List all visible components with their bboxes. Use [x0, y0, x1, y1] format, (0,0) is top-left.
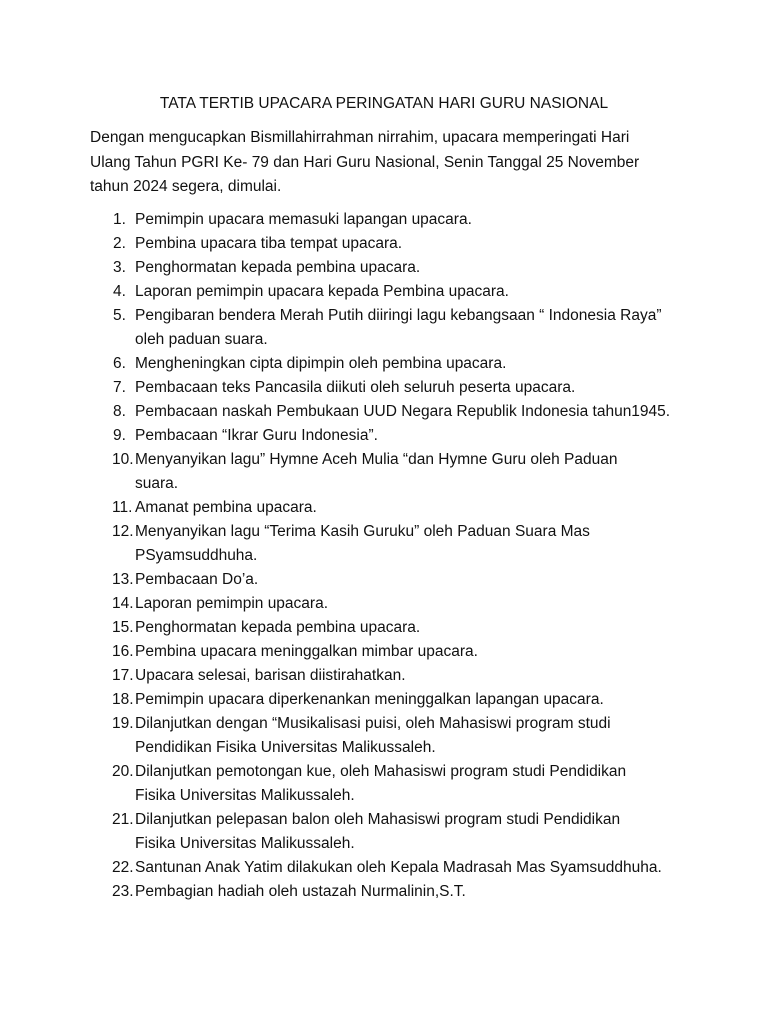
list-item-line: Pengibaran bendera Merah Putih diiringi lagu kebangsaan “ Indonesia Raya” [135, 307, 662, 324]
list-item-number: 13. [112, 571, 134, 588]
list-item-text [135, 616, 768, 640]
list-item [0, 256, 768, 280]
list-item-text [135, 712, 768, 760]
list-item-line: Pembacaan Do’a. [135, 571, 259, 588]
list-item-text [135, 448, 768, 496]
list-item-text [135, 640, 768, 664]
list-item-line: oleh paduan suara. [135, 331, 268, 348]
list-item-number: 4. [113, 283, 126, 300]
list-item-number: 21. [112, 811, 134, 828]
list-item [0, 664, 768, 688]
intro-line: tahun 2024 segera, dimulai. [90, 178, 282, 195]
list-item-line: Upacara selesai, barisan diistirahatkan. [135, 667, 406, 684]
list-item-number: 5. [113, 307, 126, 324]
list-item [0, 688, 768, 712]
list-item-line: Menyanyikan lagu” Hymne Aceh Mulia “dan Hymne Guru oleh Paduan [135, 451, 618, 468]
list-item [0, 496, 768, 520]
list-item-text [135, 400, 768, 424]
list-item [0, 280, 768, 304]
list-item-text [135, 232, 768, 256]
list-item-line: suara. [135, 475, 179, 492]
list-item-number: 11. [112, 499, 133, 516]
list-item-number: 1. [113, 211, 126, 228]
list-item [0, 232, 768, 256]
list-item-number: 2. [113, 235, 126, 252]
list-item-line: Pemimpin upacara memasuki lapangan upacara. [135, 211, 472, 228]
list-item-line: PSyamsuddhuha. [135, 547, 258, 564]
list-item-number: 19. [112, 715, 134, 732]
list-item-line: Dilanjutkan dengan “Musikalisasi puisi, oleh Mahasiswi program studi [135, 715, 611, 732]
list-item-text [135, 256, 768, 280]
list-item-text [135, 520, 768, 568]
list-item-number: 17. [112, 667, 134, 684]
list-item-text [135, 592, 768, 616]
list-item-number: 18. [112, 691, 134, 708]
list-item [0, 448, 768, 496]
list-item-number: 10. [112, 451, 134, 468]
list-item-text [135, 568, 768, 592]
list-item-line: Pembacaan naskah Pembukaan UUD Negara Republik Indonesia tahun1945. [135, 403, 671, 420]
list-item-number: 15. [112, 619, 134, 636]
list-item-number: 16. [112, 643, 134, 660]
list-item [0, 856, 768, 880]
intro-line: Ulang Tahun PGRI Ke- 79 dan Hari Guru Nasional, Senin Tanggal 25 November [90, 153, 640, 171]
list-item [0, 568, 768, 592]
list-item-line: Santunan Anak Yatim dilakukan oleh Kepala Madrasah Mas Syamsuddhuha. [135, 859, 662, 876]
list-item-text [135, 664, 768, 688]
list-item-text [135, 760, 768, 808]
list-item [0, 808, 768, 856]
list-item-line: Dilanjutkan pemotongan kue, oleh Mahasiswi program studi Pendidikan [135, 763, 627, 780]
list-item-text [135, 856, 768, 880]
list-item-line: Pembina upacara tiba tempat upacara. [135, 235, 403, 252]
list-item [0, 616, 768, 640]
list-item-number: 12. [112, 523, 134, 540]
list-item-line: Dilanjutkan pelepasan balon oleh Mahasiswi program studi Pendidikan [135, 811, 621, 828]
list-item [0, 880, 768, 904]
list-item-number: 14. [112, 595, 134, 612]
intro-line: Dengan mengucapkan Bismillahirrahman nirrahim, upacara memperingati Hari [90, 129, 630, 146]
list-item-text [135, 808, 768, 856]
list-item-number: 3. [113, 259, 126, 276]
list-item-line: Mengheningkan cipta dipimpin oleh pembina upacara. [135, 355, 507, 372]
list-item [0, 712, 768, 760]
list-item-number: 7. [113, 379, 126, 396]
list-item-line: Pembacaan teks Pancasila diikuti oleh seluruh peserta upacara. [135, 379, 576, 396]
list-item-text [135, 304, 768, 352]
list-item-text [135, 280, 768, 304]
list-item-line: Penghormatan kepada pembina upacara. [135, 259, 421, 276]
list-item-line: Pendidikan Fisika Universitas Malikussaleh. [135, 739, 436, 756]
list-item-line: Penghormatan kepada pembina upacara. [135, 619, 421, 636]
list-item [0, 208, 768, 232]
list-item-line: Pembina upacara meninggalkan mimbar upacara. [135, 643, 478, 660]
intro-paragraph [90, 126, 690, 200]
list-item [0, 376, 768, 400]
list-item [0, 424, 768, 448]
list-item-line: Laporan pemimpin upacara. [135, 595, 329, 612]
list-item-number: 6. [113, 355, 126, 372]
list-item [0, 400, 768, 424]
list-item-text [135, 688, 768, 712]
list-item-line: Pembacaan “Ikrar Guru Indonesia”. [135, 427, 378, 444]
list-item-number: 8. [113, 403, 126, 420]
list-item [0, 520, 768, 568]
list-item-number: 23. [112, 883, 134, 900]
list-item [0, 352, 768, 376]
list-item [0, 640, 768, 664]
document-title: TATA TERTIB UPACARA PERINGATAN HARI GURU NASIONAL [159, 95, 609, 112]
list-item-text [135, 496, 768, 520]
list-item-number: 9. [113, 427, 126, 444]
list-item-line: Amanat pembina upacara. [135, 499, 317, 516]
list-item-number: 20. [112, 763, 134, 780]
list-item [0, 304, 768, 352]
list-item-number: 22. [112, 859, 134, 876]
list-item-text [135, 424, 768, 448]
list-item-text [135, 880, 768, 904]
list-item-line: Menyanyikan lagu “Terima Kasih Guruku” oleh Paduan Suara Mas [135, 523, 590, 540]
list-item-text [135, 208, 768, 232]
list-item-line: Pembagian hadiah oleh ustazah Nurmalinin,S.T. [135, 883, 466, 900]
list-item-line: Pemimpin upacara diperkenankan meninggalkan lapangan upacara. [135, 691, 604, 708]
list-item-line: Fisika Universitas Malikussaleh. [135, 787, 355, 804]
list-item-text [135, 376, 768, 400]
list-item [0, 760, 768, 808]
list-item-line: Fisika Universitas Malikussaleh. [135, 835, 355, 852]
list-item-text [135, 352, 768, 376]
list-item [0, 592, 768, 616]
list-item-line: Laporan pemimpin upacara kepada Pembina upacara. [135, 283, 509, 300]
